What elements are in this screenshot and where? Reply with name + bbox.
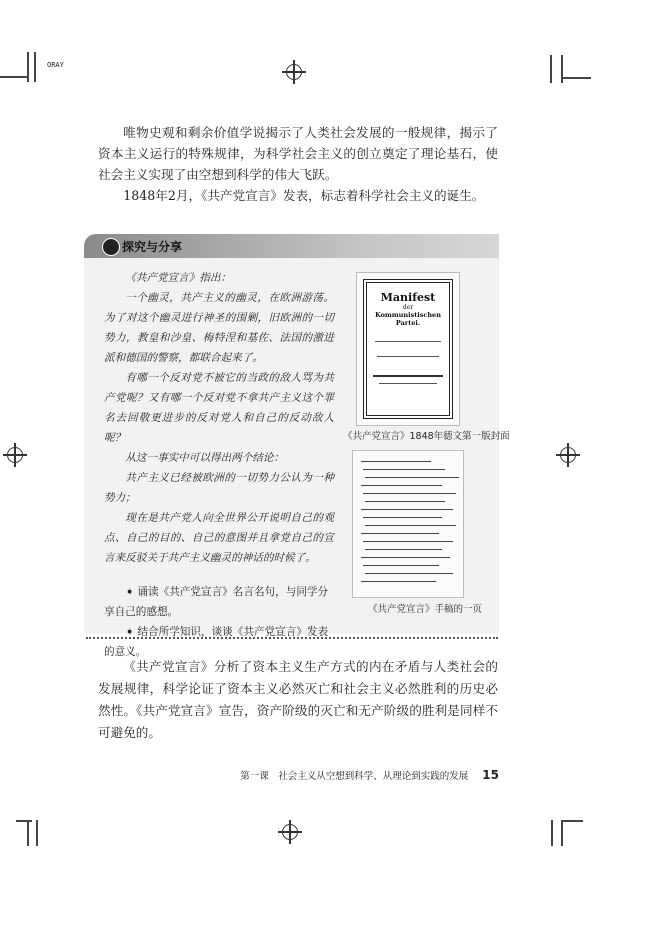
handwriting-line [365, 501, 445, 502]
handwriting-line [365, 549, 442, 550]
quote-paragraph: 有哪一个反对党不被它的当政的敌人骂为共产党呢？又有哪一个反对党不拿共产主义这个罪名去回敬更进步的反对党人和自己的反动敌人呢？ [104, 372, 334, 444]
prompt-item: ➧ 诵读《共产党宣言》名言名句，与同学分享自己的感想。 [104, 586, 329, 618]
cover-subtitle: Kommunistischen Partei. [375, 311, 441, 327]
globe-people-icon [102, 238, 120, 256]
crop-mark [27, 820, 29, 846]
handwriting-line [361, 509, 453, 510]
bullet-arrow-icon: ➧ [125, 626, 138, 638]
crop-mark [550, 55, 552, 83]
handwriting-line [363, 565, 439, 566]
registration-mark-icon [282, 824, 298, 840]
handwriting-line [361, 581, 436, 582]
crop-mark [0, 76, 28, 78]
quote-paragraph: 一个幽灵，共产主义的幽灵，在欧洲游荡。为了对这个幽灵进行神圣的围剿，旧欧洲的一切势力，教皇和沙皇、梅特涅和基佐、法国的激进派和德国的警察，都联合起来了。 [104, 292, 334, 364]
handwriting-line [361, 485, 442, 486]
conclusion-text [98, 656, 498, 744]
manuscript-caption: 《共产党宣言》手稿的一页 [368, 604, 483, 615]
crop-mark [34, 52, 36, 82]
crop-mark [561, 55, 563, 83]
cover-der: der [402, 304, 414, 311]
handwriting-line [361, 461, 431, 462]
crop-mark [561, 820, 563, 846]
registration-mark-icon [286, 64, 302, 80]
crop-mark [561, 77, 591, 79]
handwriting-line [365, 477, 459, 478]
page-footer [240, 768, 499, 782]
registration-mark-icon [7, 447, 23, 463]
section-divider [86, 637, 498, 639]
quote-block [104, 268, 334, 568]
registration-mark-icon [560, 447, 576, 463]
manifesto-cover-image [356, 272, 460, 426]
quote-paragraph: 共产主义已经被欧洲的一切势力公认为一种势力； [104, 472, 334, 504]
cover-frame [363, 279, 453, 419]
conclusion-paragraph: 《共产党宣言》分析了资本主义生产方式的内在矛盾与人类社会的发展规律，科学论证了资本主义必然灭亡和社会主义必然胜利的历史必然性。《共产党宣言》宣告，资产阶级的灭亡和无产阶级的胜利是同样不可避免的。 [98, 659, 498, 740]
bullet-arrow-icon: ➧ [125, 586, 138, 598]
prompt-item: ➧ 结合所学知识，谈谈《共产党宣言》发表的意义。 [104, 626, 329, 658]
section-title: 探究与分享 [122, 240, 183, 254]
crop-mark [36, 820, 38, 846]
page-number: 15 [482, 768, 499, 782]
crop-mark [551, 820, 553, 846]
handwriting-line [363, 541, 453, 542]
quote-paragraph: 从这一事实中可以得出两个结论： [125, 452, 285, 464]
handwriting-line [363, 493, 456, 494]
handwriting-line [361, 557, 450, 558]
manuscript-image [352, 450, 464, 598]
handwriting-line [365, 573, 453, 574]
handwriting-line [361, 533, 439, 534]
explore-share-content [104, 268, 334, 662]
intro-text [98, 122, 498, 206]
running-footer: 第一课 社会主义从空想到科学、从理论到实践的发展 [240, 771, 469, 782]
quote-paragraph: 现在是共产党人向全世界公开说明自己的观点、自己的目的、自己的意图并且拿党自己的宣言来反驳关于共产主义幽灵的神话的时候了。 [104, 512, 334, 564]
crop-mark [27, 52, 29, 82]
cover-caption: 《共产党宣言》1848年德文第一版封面 [343, 431, 510, 442]
intro-paragraph: 唯物史观和剩余价值学说揭示了人类社会发展的一般规律，揭示了资本主义运行的特殊规律，为科学社会主义的创立奠定了理论基石，使社会主义实现了由空想到科学的伟大飞跃。 [98, 125, 498, 182]
crop-mark [16, 820, 32, 822]
cover-title: Manifest [380, 291, 436, 304]
slug-label: ORAY [47, 61, 64, 69]
discussion-prompts [104, 582, 334, 662]
handwriting-line [365, 525, 456, 526]
crop-mark [561, 820, 583, 822]
handwriting-line [363, 469, 445, 470]
intro-paragraph: 1848年2月，《共产党宣言》发表，标志着科学社会主义的诞生。 [123, 188, 485, 203]
quote-intro: 《共产党宣言》指出： [125, 272, 232, 284]
handwriting-line [363, 517, 442, 518]
